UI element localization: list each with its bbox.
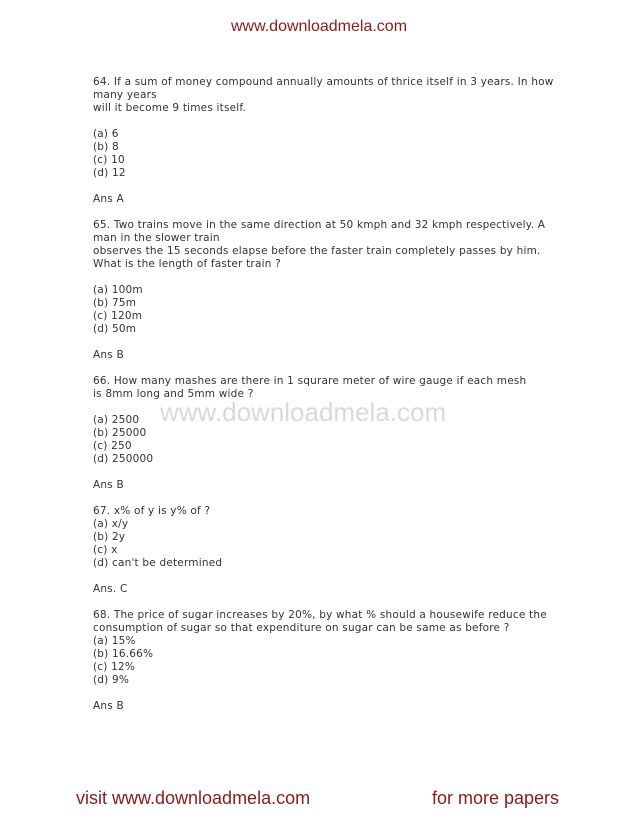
- question-65: [93, 219, 563, 375]
- option-d: (d) 9%: [93, 674, 130, 686]
- answer: Ans B: [93, 700, 124, 712]
- option-c: (c) x: [93, 544, 118, 556]
- question-stem-line: is 8mm long and 5mm wide ?: [93, 388, 254, 400]
- spacer: [93, 271, 563, 284]
- option-b: (b) 25000: [93, 427, 147, 439]
- question-stem-line: consumption of sugar so that expenditure on sugar can be same as before ?: [93, 622, 510, 634]
- spacer: [93, 115, 563, 128]
- question-64: [93, 76, 563, 219]
- spacer: [93, 180, 563, 193]
- option-b: (b) 16.66%: [93, 648, 154, 660]
- footer-more-papers: for more papers: [432, 788, 560, 808]
- question-stem-line: 65. Two trains move in the same direction at 50 kmph and 32 kmph respectively. A: [93, 219, 546, 231]
- spacer: [93, 206, 563, 219]
- option-c: (c) 120m: [93, 310, 143, 322]
- option-b: (b) 2y: [93, 531, 126, 543]
- option-c: (c) 12%: [93, 661, 136, 673]
- question-stem-line: observes the 15 seconds elapse before the faster train completely passes by him.: [93, 245, 541, 257]
- header-site-link[interactable]: www.downloadmela.com: [230, 18, 408, 35]
- option-b: (b) 75m: [93, 297, 137, 309]
- answer: Ans. C: [93, 583, 128, 595]
- spacer: [93, 570, 563, 583]
- option-a: (a) 2500: [93, 414, 140, 426]
- option-d: (d) can't be determined: [93, 557, 223, 569]
- option-c: (c) 250: [93, 440, 132, 452]
- answer: Ans B: [93, 479, 124, 491]
- answer: Ans B: [93, 349, 124, 361]
- question-stem-line: 68. The price of sugar increases by 20%, by what % should a housewife reduce the: [93, 609, 547, 621]
- spacer: [93, 492, 563, 505]
- footer-visit-link[interactable]: visit www.downloadmela.com: [76, 788, 311, 808]
- question-68: [93, 609, 563, 713]
- spacer: [93, 362, 563, 375]
- option-a: (a) x/y: [93, 518, 129, 530]
- question-stem-line: 64. If a sum of money compound annually amounts of thrice itself in 3 years. In how: [93, 76, 554, 88]
- question-stem-line: 66. How many mashes are there in 1 squrare meter of wire gauge if each mesh: [93, 375, 527, 387]
- option-d: (d) 250000: [93, 453, 154, 465]
- spacer: [93, 466, 563, 479]
- question-stem-line: will it become 9 times itself.: [93, 102, 247, 114]
- option-a: (a) 100m: [93, 284, 143, 296]
- option-a: (a) 6: [93, 128, 119, 140]
- answer: Ans A: [93, 193, 124, 205]
- option-c: (c) 10: [93, 154, 125, 166]
- question-stem-line: man in the slower train: [93, 232, 220, 244]
- option-d: (d) 50m: [93, 323, 137, 335]
- option-d: (d) 12: [93, 167, 126, 179]
- option-a: (a) 15%: [93, 635, 136, 647]
- question-66: [93, 375, 563, 505]
- question-stem-line: What is the length of faster train ?: [93, 258, 281, 270]
- question-content: [93, 76, 563, 713]
- watermark: www.downloadmela.com: [160, 397, 447, 427]
- option-b: (b) 8: [93, 141, 119, 153]
- spacer: [93, 687, 563, 700]
- question-stem-line: many years: [93, 89, 157, 101]
- question-67: [93, 505, 563, 609]
- spacer: [93, 336, 563, 349]
- spacer: [93, 596, 563, 609]
- question-stem-line: 67. x% of y is y% of ?: [93, 505, 211, 517]
